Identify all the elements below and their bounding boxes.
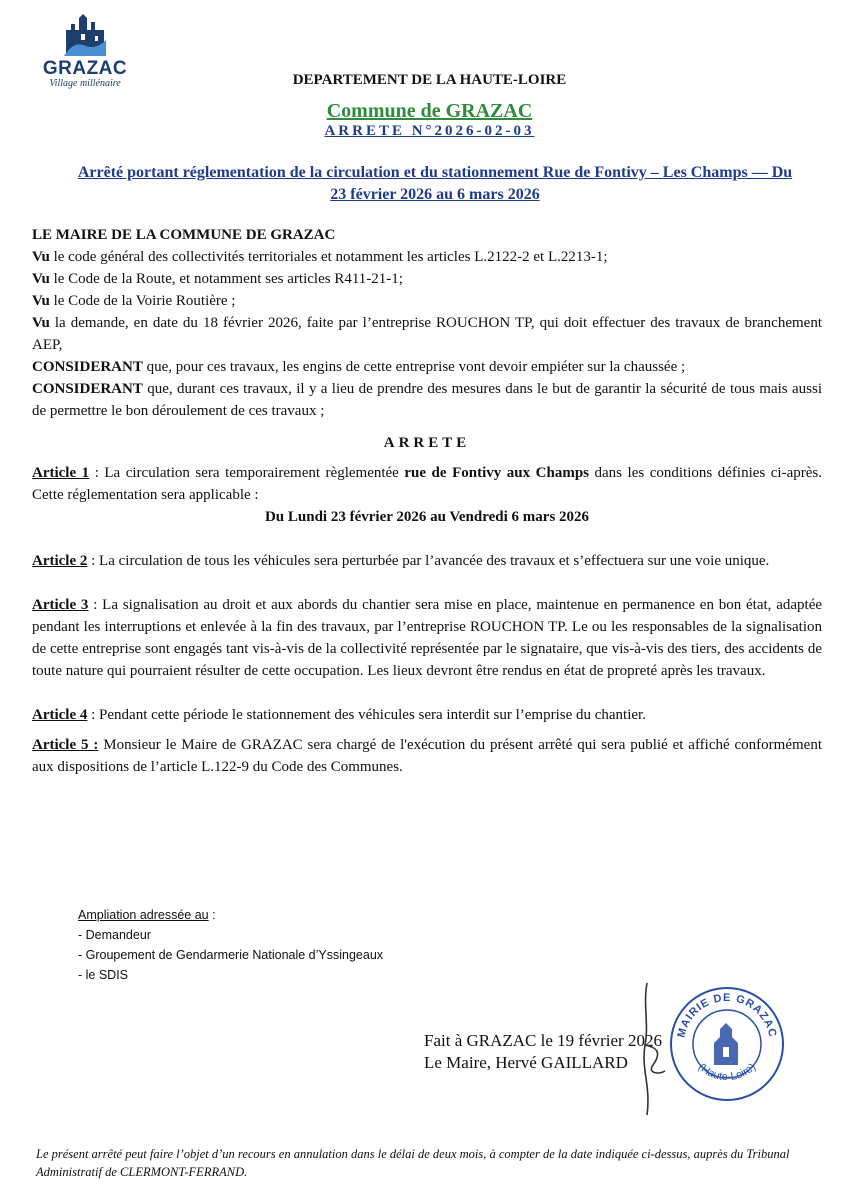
ampliation-item: - Demandeur [78, 928, 151, 942]
considerant-1-text: que, pour ces travaux, les engins de cette entreprise vont devoir empiéter sur la chaussée ; [142, 359, 686, 375]
signer-name: Le Maire, Hervé GAILLARD [424, 1053, 628, 1072]
considerant-2-text: que, durant ces travaux, il y a lieu de prendre des mesures dans le but de garantir la sécurité de tous mais aussi de permettre le bon déroulement de ces travaux ; [32, 381, 822, 419]
department-heading: DEPARTEMENT DE LA HAUTE-LOIRE [292, 72, 567, 88]
article-4-label: Article 4 [32, 707, 88, 723]
article-1-label: Article 1 [32, 465, 90, 481]
commune-heading: Commune de GRAZAC [326, 100, 533, 122]
arrete-heading: ARRETE [383, 435, 471, 451]
ampliation-list [78, 905, 383, 985]
mairie-stamp [668, 985, 786, 1103]
title-part-1: Arrêté portant réglementation [77, 164, 286, 181]
arrete-number: ARRETE N°2026-02-03 [324, 123, 535, 139]
ampliation-item: - le SDIS [78, 968, 129, 982]
title-part-2: de la circulation et du stationnement Rue de Fontivy – Les Champs — Du 23 février 2026 au 6 mars 2026 [285, 164, 793, 203]
article-5 [32, 734, 822, 778]
considerant-1 [32, 356, 822, 378]
stamp-bottom-text: (Haute-Loire) [695, 1061, 759, 1084]
vu-label: Vu [32, 293, 50, 309]
vu-2 [32, 268, 822, 290]
article-3 [32, 594, 822, 682]
maire-heading: LE MAIRE DE LA COMMUNE DE GRAZAC [32, 227, 336, 243]
article-2-text: : La circulation de tous les véhicules sera perturbée par l’avancée des travaux et s’effectuera sur une voie unique. [87, 553, 770, 569]
vu-4-text: la demande, en date du 18 février 2026, faite par l’entreprise ROUCHON TP, qui doit effectuer des travaux de branchement AEP, [32, 315, 822, 353]
article-5-label: Article 5 : [32, 737, 99, 753]
vu-label: Vu [32, 271, 50, 287]
article-1-dates: Du Lundi 23 février 2026 au Vendredi 6 mars 2026 [264, 509, 590, 525]
article-3-label: Article 3 [32, 597, 89, 613]
article-2 [32, 550, 822, 572]
ampliation-heading-text: Ampliation adressée au [78, 908, 209, 922]
article-2-label: Article 2 [32, 553, 88, 569]
logo-tagline: Village millénaire [49, 78, 121, 89]
stamp-emblem-icon [714, 1023, 738, 1065]
castle-logo-icon [62, 10, 108, 58]
vu-1-text: le code général des collectivités territoriales et notamment les articles L.2122-2 et L.2213-1; [49, 249, 608, 265]
ampliation-heading [78, 905, 383, 925]
considerant-2 [32, 378, 822, 422]
ampliation-heading-suffix: : [208, 908, 216, 922]
arrete-title [70, 162, 800, 206]
article-4-text: : Pendant cette période le stationnement des véhicules sera interdit sur l’emprise du chantier. [87, 707, 646, 723]
ampliation-item: - Groupement de Gendarmerie Nationale d’Yssingeaux [78, 948, 384, 962]
vu-1 [32, 246, 822, 268]
considerant-label: CONSIDERANT [32, 359, 143, 375]
vu-3-text: le Code de la Voirie Routière ; [49, 293, 236, 309]
logo-name: GRAZAC [42, 58, 128, 79]
article-5-text: Monsieur le Maire de GRAZAC sera chargé de l'exécution du présent arrêté qui sera publié et affiché conformément aux dispositions de l’article L.122-9 du Code des Communes. [32, 737, 822, 775]
stamp-top-text: MAIRIE DE GRAZAC [675, 991, 779, 1039]
document-body [32, 224, 822, 778]
article-4 [32, 704, 822, 726]
article-1 [32, 462, 822, 506]
vu-label: Vu [32, 249, 50, 265]
vu-label: Vu [32, 315, 50, 331]
vu-4 [32, 312, 822, 356]
legal-footer: Le présent arrêté peut faire l’objet d’un recours en annulation dans le délai de deux mois, à compter de la date indiquée ci-dessus, auprès du Tribunal Administratif de CLERMONT-FERRAND. [36, 1147, 790, 1179]
article-1-street: rue de Fontivy aux Champs [404, 465, 589, 481]
vu-2-text: le Code de la Route, et notamment ses articles R411-21-1; [49, 271, 403, 287]
considerant-label: CONSIDERANT [32, 381, 143, 397]
article-3-text: : La signalisation au droit et aux abords du chantier sera mise en place, maintenue en permanence en bon état, adaptée pendant les interruptions et enlevée à la fin des travaux, par l’entreprise ROUCHON TP. Le ou les responsables de la signalisation de cette entreprise sont engagés tant vis-à-vis de la collectivité représentée par le signataire, que vis-à-vis des tiers, des accidents de toute nature qui pourraient résulter de cette occupation. Les lieux devront être rendus en état de propreté après les travaux. [32, 597, 823, 679]
article-1-text-a: : La circulation sera temporairement règlementée [89, 465, 405, 481]
place-date: Fait à GRAZAC le 19 février 2026 [424, 1031, 662, 1050]
article-1-text-b: dans les conditions définies ci-après. Cette réglementation sera applicable : [32, 465, 822, 503]
vu-3 [32, 290, 822, 312]
